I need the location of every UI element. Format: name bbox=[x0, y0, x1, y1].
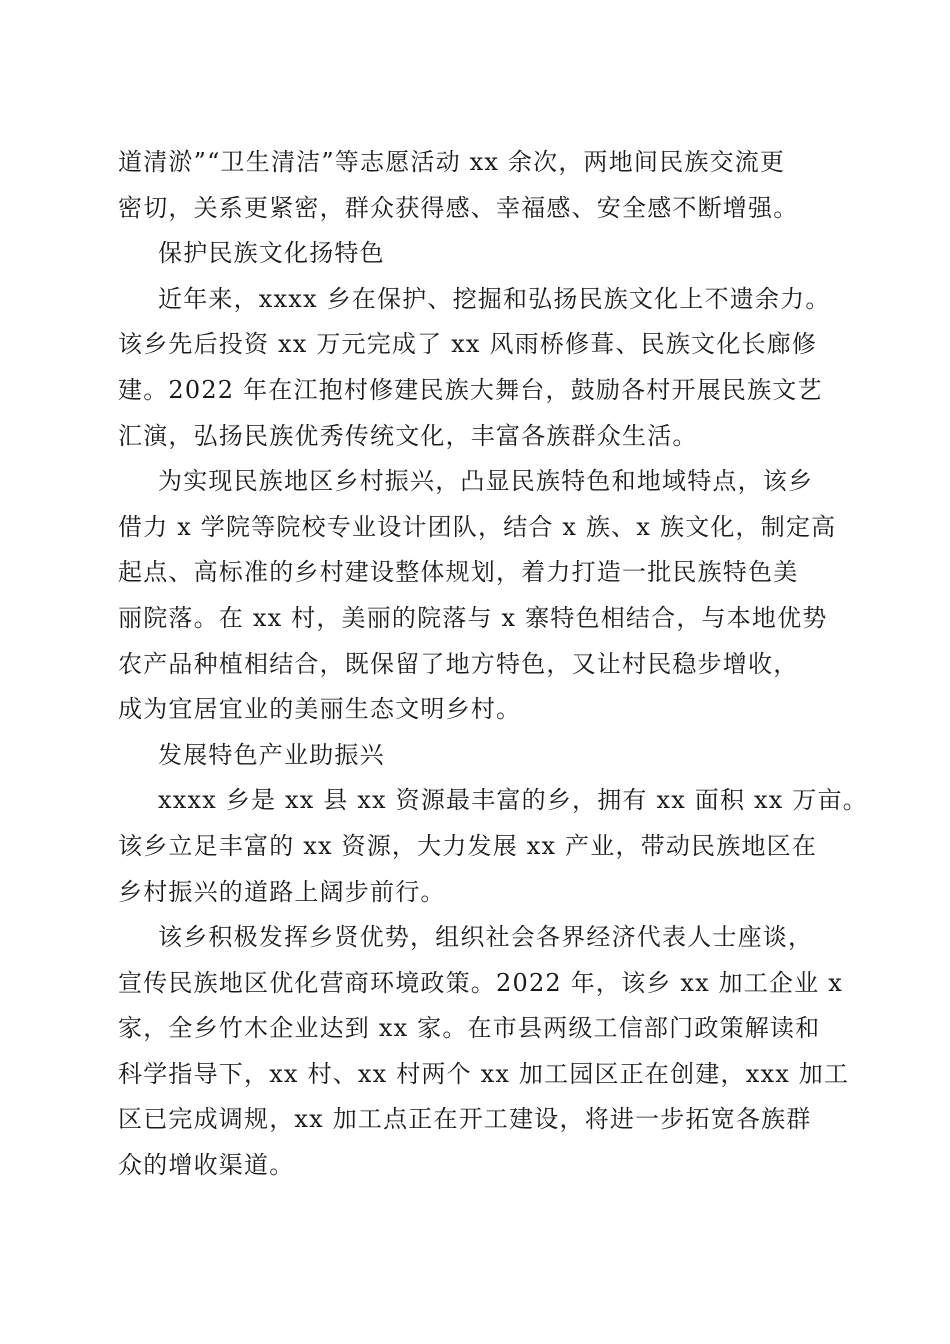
text-line: 借力 x 学院等院校专业设计团队，结合 x 族、x 族文化，制定高 bbox=[118, 512, 837, 541]
text-line: 保护民族文化扬特色 bbox=[158, 239, 385, 268]
document-body bbox=[118, 140, 868, 1189]
text-line: xxxx 乡是 xx 县 xx 资源最丰富的乡，拥有 xx 面积 xx 万亩。 bbox=[158, 786, 868, 815]
text-line: 近年来，xxxx 乡在保护、挖掘和弘扬民族文化上不遗余力。 bbox=[158, 284, 831, 313]
text-line: 发展特色产业助振兴 bbox=[158, 740, 385, 769]
text-line: 该乡积极发挥乡贤优势，组织社会各界经济代表人士座谈， bbox=[158, 923, 814, 952]
text-line: 为实现民族地区乡村振兴，凸显民族特色和地域特点，该乡 bbox=[158, 467, 814, 496]
text-line: 众的增收渠道。 bbox=[118, 1151, 295, 1180]
text-line: 区已完成调规，xx 加工点正在开工建设，将进一步拓宽各族群 bbox=[118, 1105, 812, 1134]
text-line: 该乡先后投资 xx 万元完成了 xx 风雨桥修葺、民族文化长廊修 bbox=[118, 330, 818, 359]
text-line: 宣传民族地区优化营商环境政策。2022 年，该乡 xx 加工企业 x bbox=[118, 968, 843, 997]
text-line: 家，全乡竹木企业达到 xx 家。在市县两级工信部门政策解读和 bbox=[118, 1014, 821, 1043]
text-line: 道清淤”“卫生清洁”等志愿活动 xx 余次，两地间民族交流更 bbox=[118, 148, 786, 176]
text-line: 成为宜居宜业的美丽生态文明乡村。 bbox=[118, 695, 522, 724]
text-line: 农产品种植相结合，既保留了地方特色，又让村民稳步增收， bbox=[118, 649, 799, 678]
text-line: 汇演，弘扬民族优秀传统文化，丰富各族群众生活。 bbox=[118, 421, 698, 450]
text-line: 科学指导下，xx 村、xx 村两个 xx 加工园区正在创建，xxx 加工 bbox=[118, 1059, 850, 1088]
text-line: 该乡立足丰富的 xx 资源，大力发展 xx 产业，带动民族地区在 bbox=[118, 831, 818, 860]
text-line: 丽院落。在 xx 村，美丽的院落与 x 寨特色相结合，与本地优势 bbox=[118, 603, 828, 632]
text-line: 建。2022 年在江抱村修建民族大舞台，鼓励各村开展民族文艺 bbox=[118, 375, 823, 404]
text-line: 乡村振兴的道路上阔步前行。 bbox=[118, 877, 446, 906]
text-line: 起点、高标准的乡村建设整体规划，着力打造一批民族特色美 bbox=[118, 558, 799, 587]
text-line: 密切，关系更紧密，群众获得感、幸福感、安全感不断增强。 bbox=[118, 193, 799, 222]
